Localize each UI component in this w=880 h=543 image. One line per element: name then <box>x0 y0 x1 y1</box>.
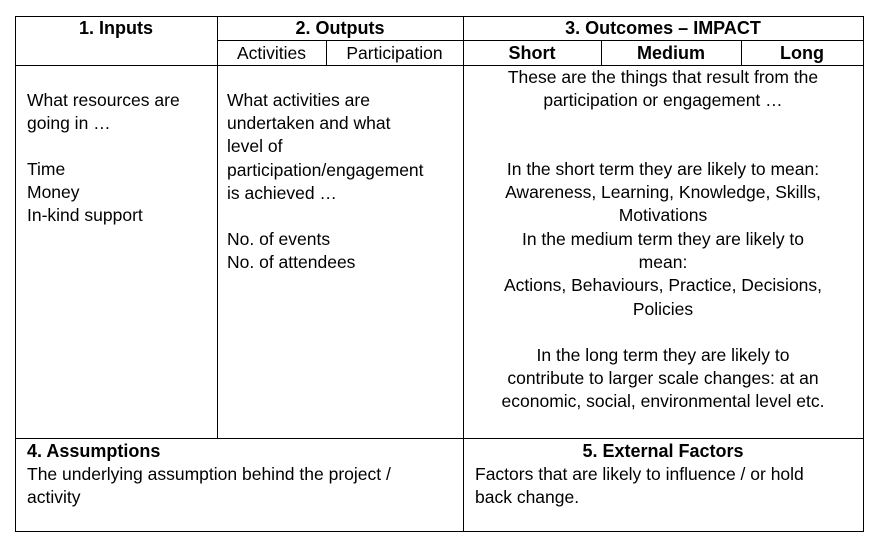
outcomes-intro: These are the things that result from the participation or engagement … <box>507 67 819 111</box>
outcomes-long-term: In the long term they are likely to contribute to larger scale changes: at an economic, social, environmental level etc. <box>501 345 825 412</box>
assumptions-text: The underlying assumption behind the project / activity <box>27 464 391 508</box>
inputs-item-in-kind-support: In-kind support <box>27 205 143 225</box>
subheader-participation: Participation <box>346 43 443 63</box>
external-factors-title: 5. External Factors <box>582 441 744 461</box>
subheader-short: Short <box>508 43 556 63</box>
subheader-activities: Activities <box>236 43 307 63</box>
table-border-left <box>15 16 16 532</box>
outputs-lead: What activities are undertaken and what level of participation/engagement is achieved … <box>227 90 424 203</box>
body-divider <box>15 438 864 439</box>
inputs-lead: What resources are going in … <box>27 90 180 134</box>
header-outputs: 2. Outputs <box>295 18 385 38</box>
outcomes-medium-term: In the medium term they are likely to mean: Actions, Behaviours, Practice, Decisions, Policies <box>503 229 823 319</box>
assumptions-title: 4. Assumptions <box>27 441 161 461</box>
subheader-medium: Medium <box>636 43 705 63</box>
header-outcomes: 3. Outcomes – IMPACT <box>565 18 761 38</box>
inputs-item-time: Time <box>27 159 66 179</box>
table-border-bottom <box>15 531 864 532</box>
outputs-item-events: No. of events <box>227 229 331 249</box>
col-divider-inputs-outputs <box>217 16 218 439</box>
header-inputs: 1. Inputs <box>78 18 153 38</box>
inputs-item-money: Money <box>27 182 80 202</box>
external-factors-text: Factors that are likely to influence / or hold back change. <box>475 464 804 508</box>
outcomes-short-term: In the short term they are likely to mean: Awareness, Learning, Knowledge, Skills, Motivations <box>505 159 821 226</box>
subheader-long: Long <box>780 43 824 63</box>
outputs-item-attendees: No. of attendees <box>227 252 356 272</box>
